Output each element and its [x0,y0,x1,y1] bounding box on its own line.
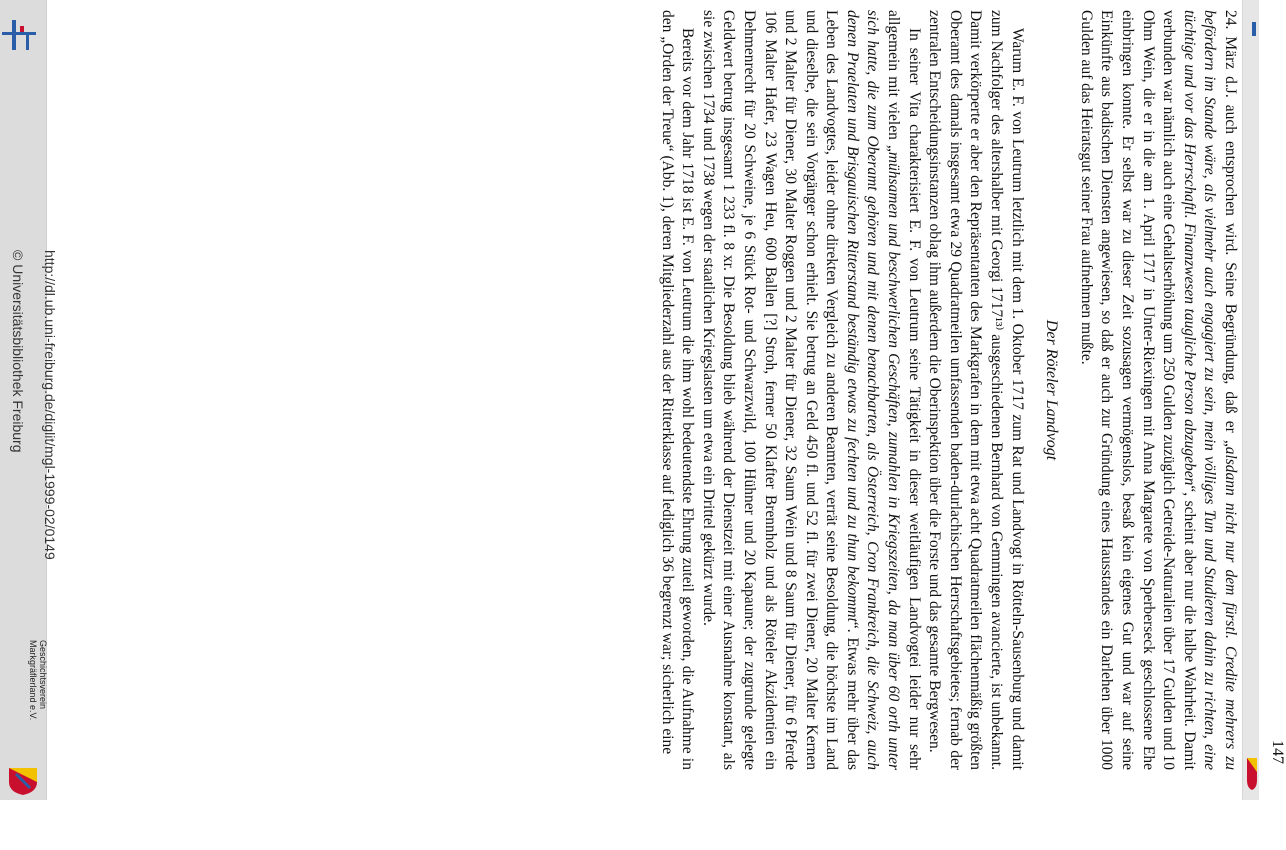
crest-icon [6,766,40,796]
right-sidebar [1242,0,1259,800]
page-text [656,10,1240,770]
paragraph-3: In seiner Vita charakterisiert E. F. von Leutrum seine Tätigkeit in dieser weitläufigen Landvogtei leider nur sehr allgemein mit vielen „mühsamen und beschwerlichen Geschäften, zumahlen in Kriegszeiten, da man über 60 orth unter sich hatte, die zum Oberamt gehören und mit denen benachbarten, als Österreich, Cron Frankreich, die Schweiz, auch denen Praelaten und Brisgauischen Ritterstand beständig etwas zu fechten und zu thun bekommt“. Etwas mehr über das Leben des Landvogtes, leider ohne direkten Vergleich zu anderen Beamten, verrät seine Besoldung, die höchste im Land und dieselbe, die sein Vorgänger schon erhielt. Sie betrug an Geld 450 fl. und 52 fl. für zwei Diener, 20 Malter Kernen und 2 Malter für Diener, 30 Malter Roggen und 2 Malter für Diener, 32 Saum Wein und 8 Saum für Diener, für 6 Pferde 106 Malter Hafer, 23 Wagen Heu, 600 Ballen [?] Stroh, ferner 50 Klafter Brennholz und als Röteler Akzidentien ein Dehmenrecht für 20 Schweine, je 6 Stück Rot- und Schwarzwild, 100 Hühner und 20 Kapaune; der zugrunde gelegte Geldwert betrug insgesamt 1 233 fl. 8 xr. Die Besoldung blieb während der Dienstzeit mit einer Ausnahme konstant, als sie zwischen 1734 und 1738 wegen der staatlichen Kriegslasten um etwa ein Drittel gekürzt wurde. [699,10,923,771]
right-crest-icon [1245,752,1259,792]
section-heading: Der Röteler Landvogt [1043,319,1061,461]
paragraph-4: Bereits vor dem Jahr 1718 ist E. F. von Leutrum die ihm wohl bedeutendste Ehrung zuteil geworden, die Aufnahme in den „Orden der Treue“ (Abb. 1), deren Mitgliederzahl aus der Ritterklasse auf lediglich 36 begrenzt war; sicherlich eine [658,10,697,770]
copyright-notice: © Universitätsbibliothek Freiburg [10,250,26,453]
library-logo-icon [2,18,36,52]
paragraph-2: Warum E. F. von Leutrum letztlich mit dem 1. Oktober 1717 zum Rat und Landvogt in Rötteln-Sausenburg und damit zum Nachfolger des altershalber mit Georgi 1717¹³⁾ ausgeschiedenen Bernhard von Gemmingen avancierte, ist unbekannt. Damit verkörperte er aber den Repräsentanten des Markgrafen in dem mit etwa acht Quadratmeilen flächenmäßig größten Oberamt des damals insgesamt etwa 29 Quadratmeilen umfassenden baden-durlachischen Herrschaftsgebietes; fernab der zentralen Entscheidungsinstanzen oblag ihm außerdem die Oberinspektion über die Forste und das gesamte Bergwesen. [926,10,1026,770]
publisher-line-1: Geschichtsverein [38,640,48,710]
publisher-line-2: Markgräflerland e.V. [28,640,38,721]
paragraph-1: 24. März d.J. auch entsprochen wird. Seine Begründung, daß er „alsdann nicht nur dem fürstl. Credite mehrers zu befördern im Stande wäre, als vielmehr auch engagiert zu sein, mein völliges Tun und Studieren dahin zu richten, eine tüchtige und vor das Herrschaftl. Finanzwesen taugliche Person abzugeben“, scheint aber nur die halbe Wahrheit. Damit verbunden war nämlich auch eine Gehaltserhöhung um 250 Gulden zuzüglich Getreide-Naturalien über 17 Gulden und 10 Ohm Wein, die er in die am 1. April 1717 in Unter-Riexingen mit Anna Margarete von Sperberseck geschlossene Ehe einbringen konnte. Er selbst war zu dieser Zeit sozusagen vermögenslos, besaß kein eigenes Gut und war auf seine Einkünfte aus badischen Diensten angewiesen, so daß er auch zur Gründung eines Hausstandes ein Darlehen über 1000 Gulden auf das Heiratsgut seiner Frau aufnehmen mußte. [1077,10,1239,770]
document-url[interactable]: http://dl.ub.uni-freiburg.de/diglit/mgl-1999-02/0149 [42,250,58,560]
page-number: 147 [1269,740,1286,764]
scanned-page [420,10,1286,771]
right-marker-icon [1252,22,1256,36]
